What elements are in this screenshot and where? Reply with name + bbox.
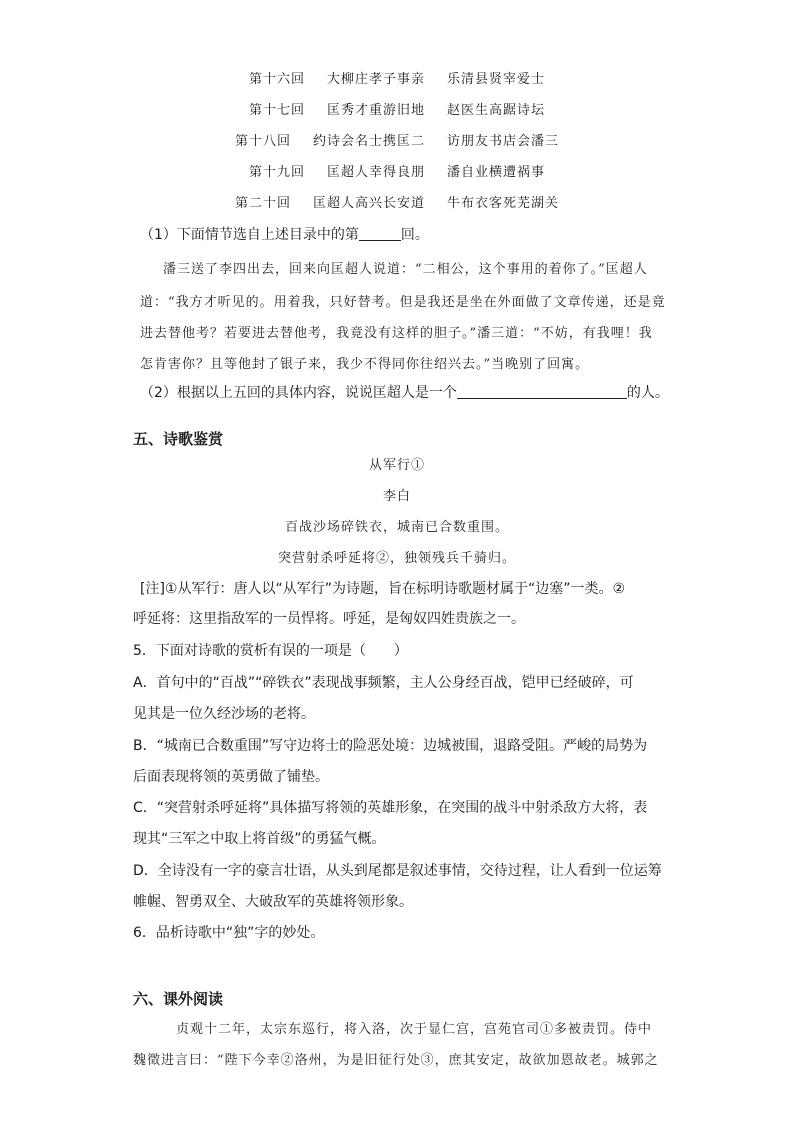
- poem-note: [注]①从军行：唐人以“从军行”为诗题，旨在标明诗歌题材属于“边塞”一类。②: [140, 581, 626, 597]
- option-a[interactable]: A．首句中的“百战”“碎铁衣”表现战事频繁，主人公身经百战，铠甲已经破碎，可: [133, 675, 634, 691]
- question-1: （1）下面情节选自上述目录中的第 回。: [140, 227, 429, 243]
- poem-line: 百战沙场碎铁衣，城南已合数重围。: [284, 520, 509, 535]
- poem-line: 突营射杀呼延将②，独领残兵千骑归。: [277, 551, 516, 566]
- option-b[interactable]: B．“城南已合数重围”写守边将士的险恶处境：边城被围，退路受阻。严峻的局势为: [133, 738, 648, 754]
- option-d[interactable]: D．全诗没有一字的豪言壮语，从头到尾都是叙述事情，交待过程，让人看到一位运筹: [133, 863, 662, 879]
- answer-blank[interactable]: [359, 226, 401, 241]
- section-heading: 五、诗歌鉴赏: [133, 430, 224, 448]
- toc-line: 第十九回 匡超人幸得良朋 潘自业横遭祸事: [248, 165, 546, 180]
- option-c[interactable]: C．“突营射杀呼延将”具体描写将领的英雄形象，在突围的战斗中射杀敌方大将，表: [133, 800, 648, 816]
- option-d-cont: 帷幄、智勇双全、大破敌军的英雄将领形象。: [133, 894, 413, 910]
- question-2: （2）根据以上五回的具体内容，说说匡超人是一个 的人。: [140, 385, 669, 401]
- poem-author: 李白: [382, 489, 411, 504]
- toc-line: 第十八回 约诗会名士携匡二 访朋友书店会潘三: [234, 134, 560, 149]
- option-a-cont: 见其是一位久经沙场的老将。: [133, 706, 315, 722]
- section-heading: 六、课外阅读: [133, 990, 224, 1008]
- excerpt-line: 潘三送了李四出去，回来向匡超人说道：“二相公，这个事用的着你了。”匡超人: [163, 262, 648, 277]
- excerpt-line: 怎肯害你？且等他封了银子来，我少不得同你往绍兴去。”当晚别了回寓。: [140, 357, 590, 372]
- poem-note: 呼延将：这里指敌军的一员悍将。呼延，是匈奴四姓贵族之一。: [133, 611, 525, 627]
- toc-line: 第十七回 匡秀才重游旧地 赵医生高踞诗坛: [248, 103, 546, 118]
- toc-line: 第十六回 大柳庄孝子事亲 乐清县贤宰爱士: [248, 72, 546, 87]
- question-5: 5．下面对诗歌的赏析有误的一项是（ ）: [133, 643, 408, 659]
- excerpt-line: 道：“我方才听见的。用着我，只好替考。但是我还是坐在外面做了文章传递，还是竟: [140, 295, 666, 310]
- toc-line: 第二十回 匡超人高兴长安道 牛布衣客死芜湖关: [234, 196, 560, 211]
- answer-blank[interactable]: [457, 384, 627, 399]
- poem-title: 从军行①: [368, 458, 425, 473]
- reading-line: 魏徵进言曰：“陛下今幸②洛州，为是旧征行处③，庶其安定，故欲加恩故老。城郭之: [133, 1053, 659, 1068]
- option-c-cont: 现其“三军之中取上将首级”的勇猛气概。: [133, 831, 386, 847]
- reading-line: 贞观十二年，太宗东巡行，将入洛，次于显仁宫，宫苑官司①多被责罚。侍中: [176, 1022, 653, 1037]
- question-6: 6．品析诗歌中“独”字的妙处。: [133, 925, 325, 941]
- excerpt-line: 进去替他考？若要进去替他考，我竟没有这样的胆子。”潘三道：“不妨，有我哩！我: [140, 326, 653, 341]
- option-b-cont: 后面表现将领的英勇做了铺垫。: [133, 769, 329, 785]
